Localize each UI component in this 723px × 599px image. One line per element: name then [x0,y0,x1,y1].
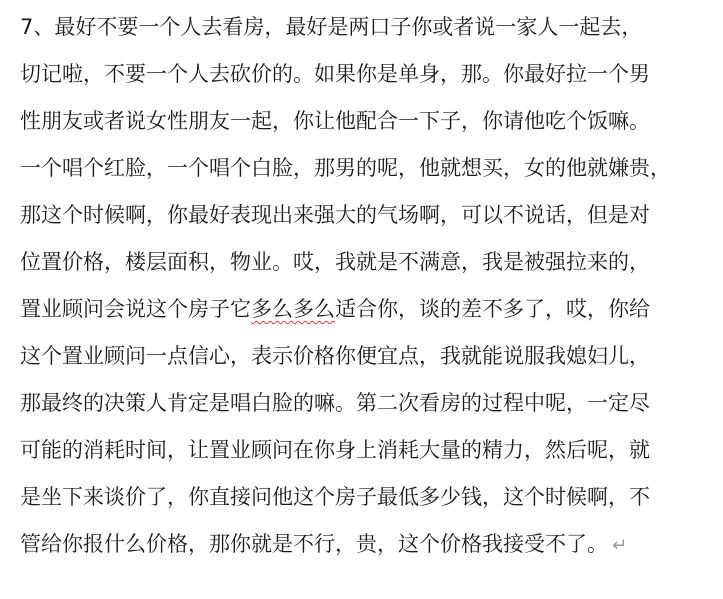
text-line-8: 这个置业顾问一点信心，表示价格你便宜点，我就能说服我媳妇儿， [20,344,650,368]
text-line-12 [20,521,720,568]
text-line-7-after: 适合你，谈的差不多了，哎，你给 [335,297,650,321]
text-line-4: 一个唱个红脸，一个唱个白脸，那男的呢，他就想买，女的他就嫌贵， [20,156,671,180]
text-line-12-text: 管给你报什么价格，那你就是不行，贵，这个价格我接受不了。 [20,532,608,556]
text-line-7 [20,286,720,333]
text-line-10: 可能的消耗时间，让置业顾问在你身上消耗大量的精力，然后呢，就 [20,438,650,462]
text-line-9: 那最终的决策人肯定是唱白脸的嘛。第二次看房的过程中呢，一定尽 [20,391,650,415]
text-line-7-before: 置业顾问会说这个房子它 [20,297,251,321]
text-line-5: 那这个时候啊，你最好表现出来强大的气场啊，可以不说话，但是对 [20,203,650,227]
text-line-2: 切记啦，不要一个人去砍价的。如果你是单身，那。你最好拉一个男 [20,62,650,86]
paragraph-mark-icon: ↵ [612,535,628,556]
text-line-3: 性朋友或者说女性朋友一起，你让他配合一下子，你请他吃个饭嘛。 [20,109,650,133]
spellcheck-flagged-text[interactable]: 多么多么 [251,297,335,321]
text-line-11: 是坐下来谈价了，你直接问他这个房子最低多少钱，这个时候啊，不 [20,485,650,509]
document-body-text[interactable] [20,4,720,568]
text-line-1: 7、最好不要一个人去看房，最好是两口子你或者说一家人一起去， [20,15,643,39]
text-line-6: 位置价格，楼层面积，物业。哎，我就是不满意，我是被强拉来的， [20,250,650,274]
